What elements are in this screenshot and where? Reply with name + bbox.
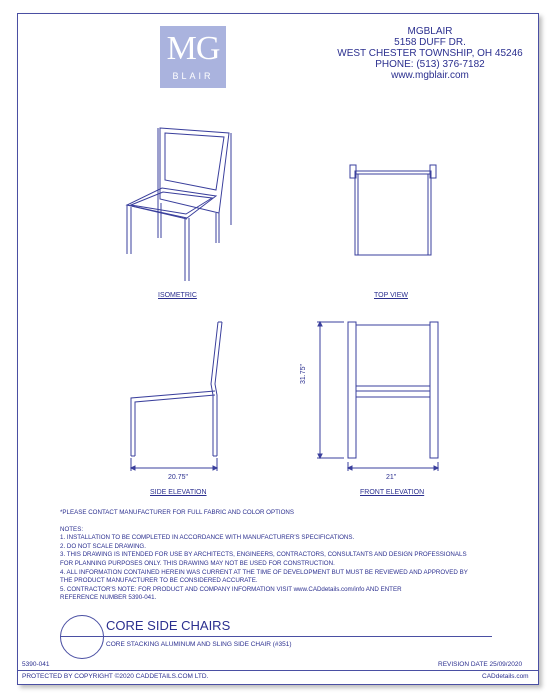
drawing-title: CORE SIDE CHAIRS [106, 618, 231, 633]
front-elevation-label: FRONT ELEVATION [360, 489, 425, 496]
front-elevation-view [317, 322, 438, 471]
logo-mg-text: MG [166, 30, 220, 67]
top-view [350, 165, 436, 255]
note-line: 3. THIS DRAWING IS INTENDED FOR USE BY ARCHITECTS, ENGINEERS, CONTRACTORS, CONSULTANTS AND DESIGN PROFESSIONALS [60, 551, 467, 559]
note-line: 4. ALL INFORMATION CONTAINED HEREIN WAS CURRENT AT THE TIME OF DEVELOPMENT BUT MUST BE REVIEWED AND APPROVED BY [60, 568, 468, 576]
note-line: REFERENCE NUMBER 5390-041. [60, 594, 157, 602]
note-line: THE PRODUCT MANUFACTURER TO BE CONSIDERED ACCURATE. [60, 577, 258, 585]
company-name: MGBLAIR [407, 26, 453, 37]
note-line: 2. DO NOT SCALE DRAWING. [60, 542, 146, 550]
drawing-subtitle: CORE STACKING ALUMINUM AND SLING SIDE CHAIR (#351) [106, 641, 292, 648]
top-view-label: TOP VIEW [374, 292, 408, 299]
contact-note: *PLEASE CONTACT MANUFACTURER FOR FULL FABRIC AND COLOR OPTIONS [60, 509, 295, 516]
company-website: www.mgblair.com [391, 70, 469, 81]
company-phone: PHONE: (513) 376-7182 [375, 59, 485, 70]
notes-block [60, 509, 520, 603]
isometric-view [127, 128, 231, 281]
note-line: FOR PLANNING PURPOSES ONLY. THIS DRAWING MAY NOT BE USED FOR CONSTRUCTION. [60, 559, 335, 567]
notes-heading: NOTES: [60, 525, 84, 533]
company-street: 5158 DUFF DR. [394, 37, 466, 48]
logo-blair-text: BLAIR [172, 71, 214, 81]
isometric-label: ISOMETRIC [158, 292, 197, 299]
title-divider [60, 636, 492, 637]
reference-number: 5390-041 [22, 661, 50, 668]
side-elevation-view [131, 322, 222, 471]
side-elevation-label: SIDE ELEVATION [150, 489, 207, 496]
note-line: 5. CONTRACTOR'S NOTE: FOR PRODUCT AND COMPANY INFORMATION VISIT www.CADdetails.com/info AND ENTER [60, 585, 402, 593]
title-circle [60, 615, 104, 659]
footer-divider [17, 670, 539, 671]
company-city: WEST CHESTER TOWNSHIP, OH 45246 [337, 48, 523, 59]
note-line: 1. INSTALLATION TO BE COMPLETED IN ACCORDANCE WITH MANUFACTURER'S SPECIFICATIONS. [60, 534, 355, 542]
front-width-dimension: 21" [386, 474, 397, 481]
caddetails-link[interactable]: CADdetails.com [482, 673, 529, 680]
revision-date: REVISION DATE 25/09/2020 [438, 661, 523, 668]
copyright-text: PROTECTED BY COPYRIGHT ©2020 CADDETAILS.COM LTD. [22, 673, 209, 680]
side-width-dimension: 20.75" [168, 474, 189, 481]
height-dimension: 31.75" [300, 363, 307, 384]
